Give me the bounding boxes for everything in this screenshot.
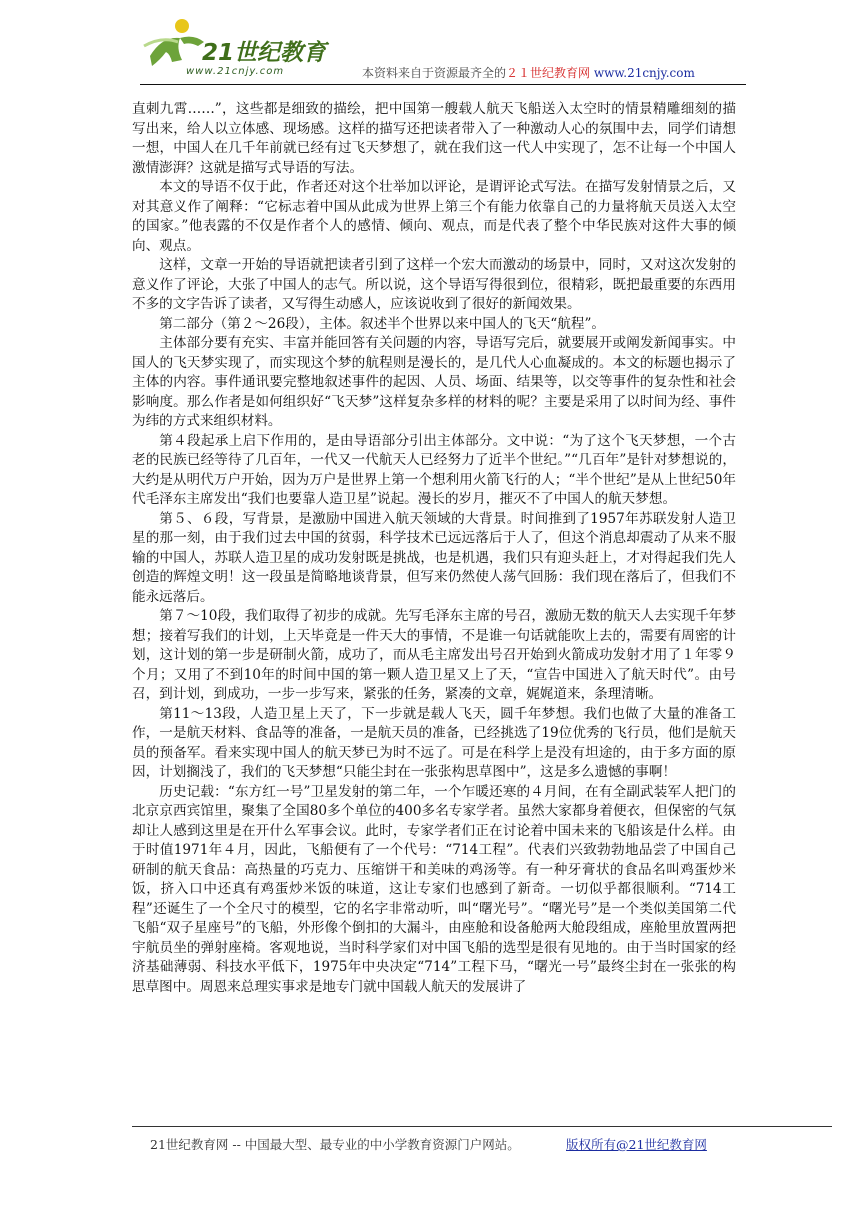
paragraph: 第11～13段，人造卫星上天了，下一步就是载人飞天，圆千年梦想。我们也做了大量的准备工作，一是航天材料、食品等的准备，一是航天员的准备，已经挑选了19位优秀的飞行员，他们是航天员的预备军。看来实现中国人的航天梦已为时不远了。可是在科学上是没有坦途的，由于多方面的原因，计划搁浅了，我们的飞天梦想“只能尘封在一张张构思草图中”，这是多么遗憾的事啊！ [132,705,736,780]
source-notice [362,64,695,81]
copyright-link[interactable]: 版权所有@21世纪教育网 [566,1137,707,1152]
footer-divider [132,1126,832,1127]
logo-text: 21世纪教育 [202,40,327,66]
footer-text: 21世纪教育网 -- 中国最大型、最专业的中小学教育资源门户网站。 [150,1137,520,1152]
paragraph: 第二部分（第２～26段），主体。叙述半个世界以来中国人的飞天“航程”。 [159,315,605,332]
paragraph: 直刺九霄……”，这些都是细致的描绘，把中国第一艘载人航天飞船送入太空时的情景精雕细刻的描写出来，给人以立体感、现场感。这样的描写还把读者带入了一种激动人心的氛围中去，同学们请想一想，中国人在几千年前就已经有过飞天梦想了，就在我们这一代人中实现了，怎不让每一个中国人激情澎湃？这就是描写式导语的写法。 [132,101,736,176]
paragraph: 第４段起承上启下作用的，是由导语部分引出主体部分。文中说：“为了这个飞天梦想，一个古老的民族已经等待了几百年，一代又一代航天人已经努力了近半个世纪。”“几百年”是针对梦想说的，大约是从明代万户开始，因为万户是世界上第一个想利用火箭飞行的人；“半个世纪”是从上世纪50年代毛泽东主席发出“我们也要靠人造卫星”说起。漫长的岁月，摧灭不了中国人的航天梦想。 [132,432,736,507]
source-url-link[interactable]: www.21cnjy.com [593,66,695,80]
paragraph: 这样，文章一开始的导语就把读者引到了这样一个宏大而激动的场景中，同时，又对这次发射的意义作了评论，大张了中国人的志气。所以说，这个导语写得很到位，很精彩，既把最重要的东西用不多的文字告诉了读者，又写得生动感人，应该说收到了很好的新闻效果。 [132,257,736,312]
paragraph: 历史记载：“东方红一号”卫星发射的第二年，一个乍暖还寒的４月间，在有全副武装军人把门的北京京西宾馆里，聚集了全国80多个单位的400多名专家学者。虽然大家都身着便衣，但保密的气氛却让人感到这里是在开什么军事会议。此时，专家学者们正在讨论着中国未来的飞船该是什么样。由于时值1971年４月，因此，飞船便有了一个代号：“714工程”。代表们兴致勃勃地品尝了中国自己研制的航天食品：高热量的巧克力、压缩饼干和美味的鸡汤等。有一种牙膏状的食品名叫鸡蛋炒米饭，挤入口中还真有鸡蛋炒米饭的味道，这让专家们也感到了新奇。一切似乎都很顺利。“714工程”还诞生了一个全尺寸的模型，它的名字非常动听，叫“曙光号”。“曙光号”是一个类似美国第二代飞船“双子星座号”的飞船，外形像个倒扣的大漏斗，由座舱和设备舱两大舱段组成，座舱里放置两把宇航员坐的弹射座椅。客观地说，当时科学家们对中国飞船的选型是很有见地的。由于当时国家的经济基础薄弱、科技水平低下，1975年中央决定“714”工程下马，“曙光一号”最终尘封在一张张的构思草图中。周恩来总理实事求是地专门就中国载人航天的发展讲了 [132,783,736,995]
site-logo[interactable] [142,14,342,82]
source-prefix: 本资料来自于资源最齐全的 [362,66,507,80]
header-divider [140,84,746,85]
article-body [132,100,736,997]
paragraph: 本文的导语不仅于此，作者还对这个壮举加以评论，是谓评论式写法。在描写发射情景之后，又对其意义作了阐释：“它标志着中国从此成为世界上第三个有能力依靠自己的力量将航天员送入太空的国家。”他表露的不仅是作者个人的感情、倾向、观点，而是代表了整个中华民族对这件大事的倾向、观点。 [132,179,736,254]
paragraph: 第７～10段，我们取得了初步的成就。先写毛泽东主席的号召，激励无数的航天人去实现千年梦想；接着写我们的计划，上天毕竟是一件天大的事情，不是谁一句话就能吹上去的，需要有周密的计划，这计划的第一步是研制火箭，成功了，而从毛主席发出号召开始到火箭成功发射才用了１年零９个月；又用了不到10年的时间中国的第一颗人造卫星又上了天，“宣告中国进入了航天时代”。由号召，到计划，到成功，一步一步写来，紧张的任务，紧凑的文章，娓娓道来，条理清晰。 [132,608,736,702]
logo-url: www.21cnjy.com [186,66,285,77]
paragraph: 第５、６段，写背景，是激励中国进入航天领域的大背景。时间推到了1957年苏联发射人造卫星的那一刻，由于我们过去中国的贫弱，科学技术已远远落后于人了，但这个消息却震动了从来不服输的中国人，苏联人造卫星的成功发射既是挑战，也是机遇，我们只有迎头赶上，才对得起我们先人创造的辉煌文明！这一段虽是简略地谈背景，但写来仍然使人荡气回肠：我们现在落后了，但我们不能永远落后。 [132,510,736,605]
paragraph: 主体部分要有充实、丰富并能回答有关问题的内容，导语写完后，就要展开或阐发新闻事实。中国人的飞天梦实现了，而实现这个梦的航程则是漫长的，是几代人心血凝成的。本文的标题也揭示了主体的内容。事件通讯要完整地叙述事件的起因、人员、场面、结果等，以交等事件的复杂性和社会影响度。那么作者是如何组织好“飞天梦”这样复杂多样的材料的呢？主要是采用了以时间为经、事件为纬的方式来组织材料。 [132,335,736,429]
page-header [0,0,860,100]
source-brand-link[interactable]: ２１世纪教育网 [506,66,591,80]
